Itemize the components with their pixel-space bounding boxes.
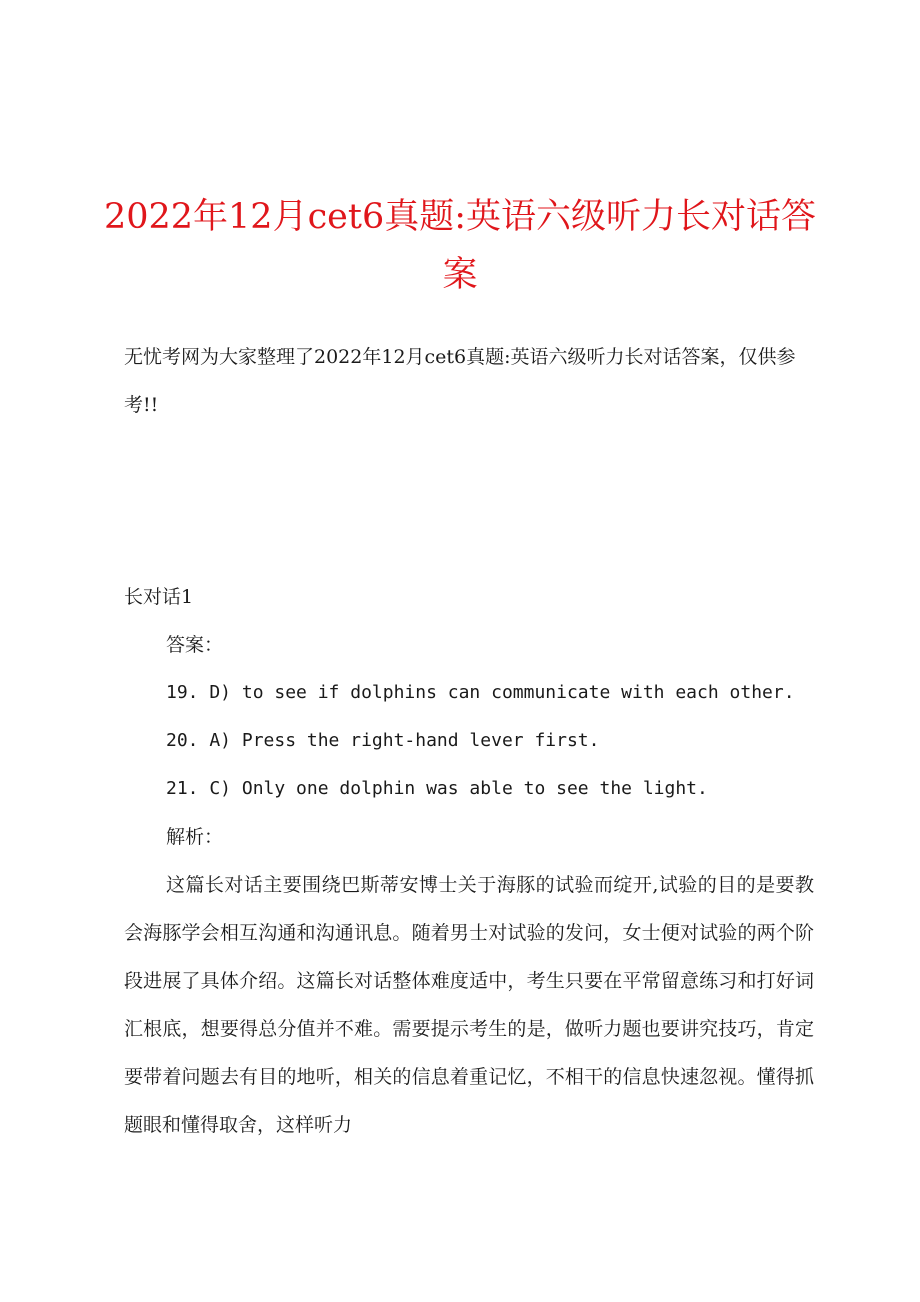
analysis-heading: 解析： bbox=[166, 826, 224, 848]
analysis-paragraph: 这篇长对话主要围绕巴斯蒂安博士关于海豚的试验而绽开,试验的目的是要教会海豚学会相互沟通和沟通讯息。随着男士对试验的发问，女士便对试验的两个阶段进展了具体介绍。这篇长对话整体难度适中，考生只要在平常留意练习和打好词汇根底，想要得总分值并不难。需要提示考生的是，做听力题也要讲究技巧，肯定要带着问题去有目的地听，相关的信息着重记忆，不相干的信息快速忽视。懂得抓题眼和懂得取舍，这样听力 bbox=[124, 874, 814, 1136]
document-title: 2022年12月cet6真题:英语六级听力长对话答案 bbox=[103, 197, 817, 295]
section-label: 长对话1 bbox=[124, 586, 194, 608]
answer-block bbox=[124, 621, 814, 1149]
answer-item-20: 20. A) Press the right-hand lever first. bbox=[166, 730, 600, 751]
answer-item-19: 19. D) to see if dolphins can communicate with each other. bbox=[166, 682, 795, 703]
answer-item-21: 21. C) Only one dolphin was able to see the light. bbox=[166, 778, 708, 799]
answers-heading: 答案： bbox=[166, 634, 224, 656]
intro-paragraph: 无忧考网为大家整理了2022年12月cet6真题:英语六级听力长对话答案，仅供参考!! bbox=[124, 346, 796, 416]
